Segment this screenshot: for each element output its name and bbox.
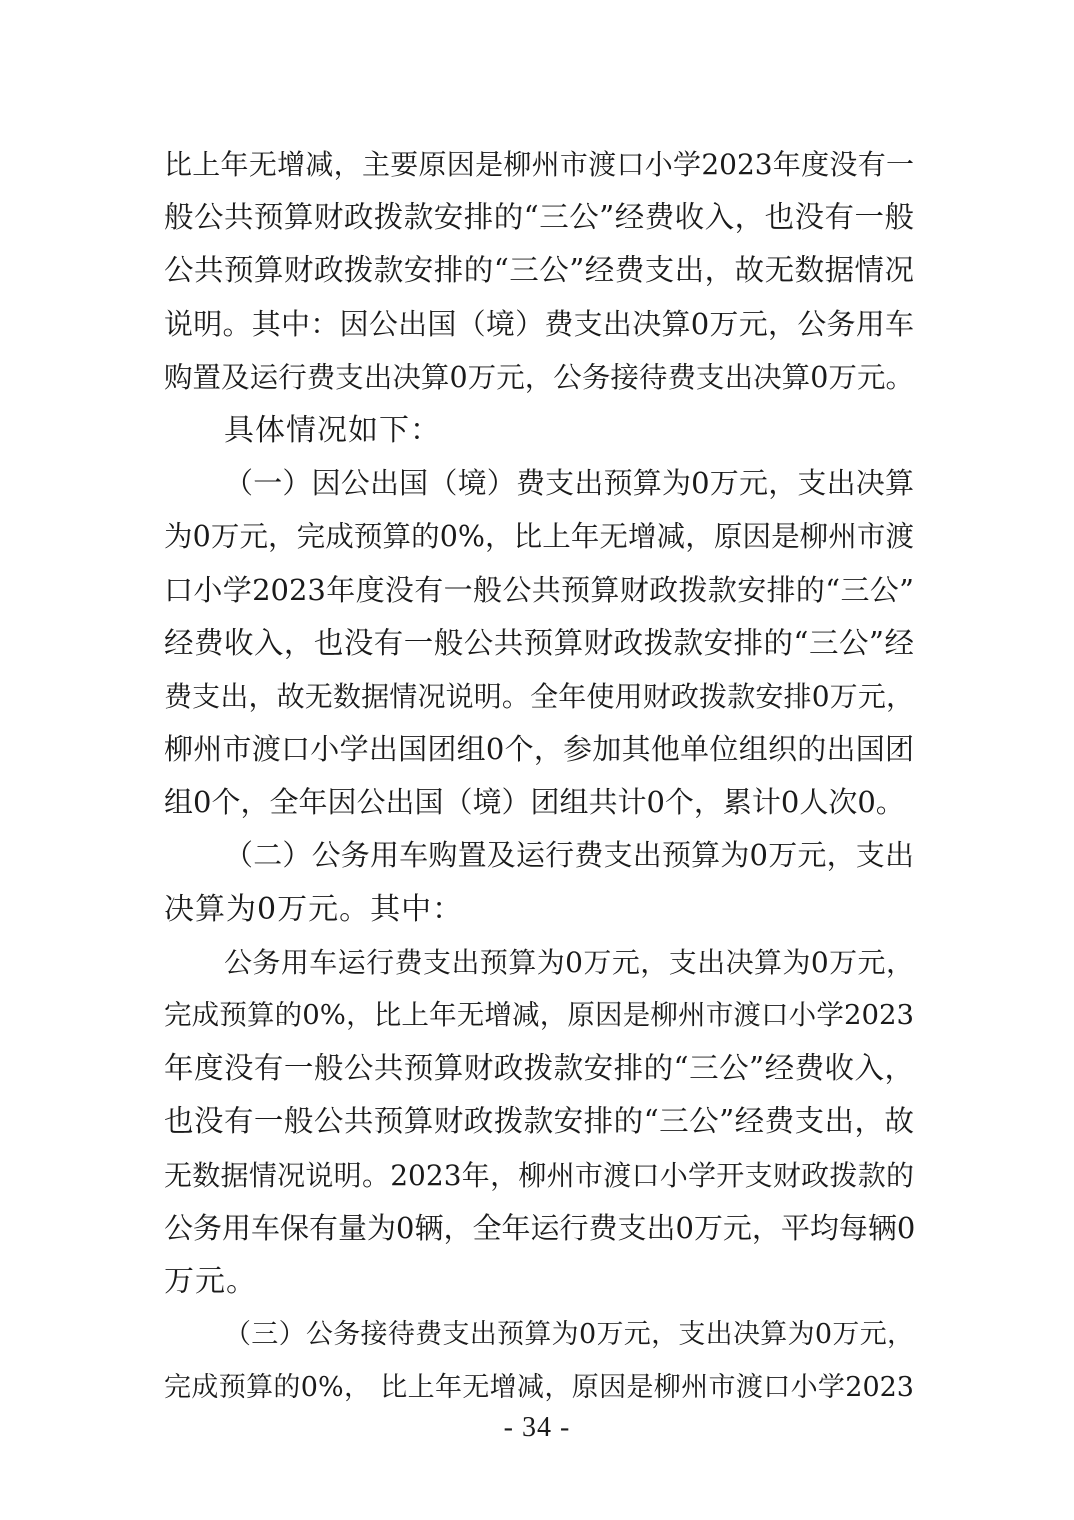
text-line: 般公共预算财政拨款安排的“三公”经费收入，也没有一般 <box>164 200 914 235</box>
text-line: 组0个，全年因公出国（境）团组共计0个，累计0人次0。 <box>164 785 905 820</box>
text-line: 年度没有一般公共预算财政拨款安排的“三公”经费收入， <box>164 1051 914 1086</box>
text-line: 公务用车运行费支出预算为0万元，支出决算为0万元， <box>224 945 914 979</box>
text-line: 完成预算的0%，比上年无增减，原因是柳州市渡口小学2023 <box>164 999 914 1031</box>
text-line: 费支出，故无数据情况说明。全年使用财政拨款安排0万元， <box>164 679 914 713</box>
text-line: 公务用车保有量为0辆，全年运行费支出0万元，平均每辆0 <box>164 1210 916 1245</box>
text-line: 为0万元，完成预算的0%，比上年无增减，原因是柳州市渡 <box>164 520 914 554</box>
text-line: （一）因公出国（境）费支出预算为0万元，支出决算 <box>224 466 914 501</box>
text-line: 无数据情况说明。2023年，柳州市渡口小学开支财政拨款的 <box>164 1158 914 1192</box>
text-line: 说明。其中：因公出国（境）费支出决算0万元，公务用车 <box>164 306 914 341</box>
text-line: 经费收入，也没有一般公共预算财政拨款安排的“三公”经 <box>164 625 914 660</box>
text-line: 购置及运行费支出决算0万元，公务接待费支出决算0万元。 <box>164 360 914 394</box>
text-line: 比上年无增减，主要原因是柳州市渡口小学2023年度没有一 <box>164 148 914 181</box>
text-line: 万元。 <box>164 1263 257 1299</box>
document-body <box>164 138 914 1415</box>
text-line: （二）公务用车购置及运行费支出预算为0万元，支出 <box>224 838 914 873</box>
text-line: 公共预算财政拨款安排的“三公”经费支出，故无数据情况 <box>164 253 914 288</box>
text-line: 口小学2023年度没有一般公共预算财政拨款安排的“三公” <box>164 572 914 607</box>
page-number: - 34 - <box>503 1412 571 1443</box>
text-line: 也没有一般公共预算财政拨款安排的“三公”经费支出，故 <box>164 1104 914 1139</box>
text-line: 柳州市渡口小学出国团组0个，参加其他单位组织的出国团 <box>164 732 914 767</box>
text-line: 完成预算的0%， 比上年无增减，原因是柳州市渡口小学2023 <box>164 1372 914 1404</box>
text-line: 具体情况如下： <box>224 412 441 448</box>
text-line: （三）公务接待费支出预算为0万元，支出决算为0万元， <box>224 1319 914 1351</box>
text-line: 决算为0万元。其中： <box>164 891 464 927</box>
